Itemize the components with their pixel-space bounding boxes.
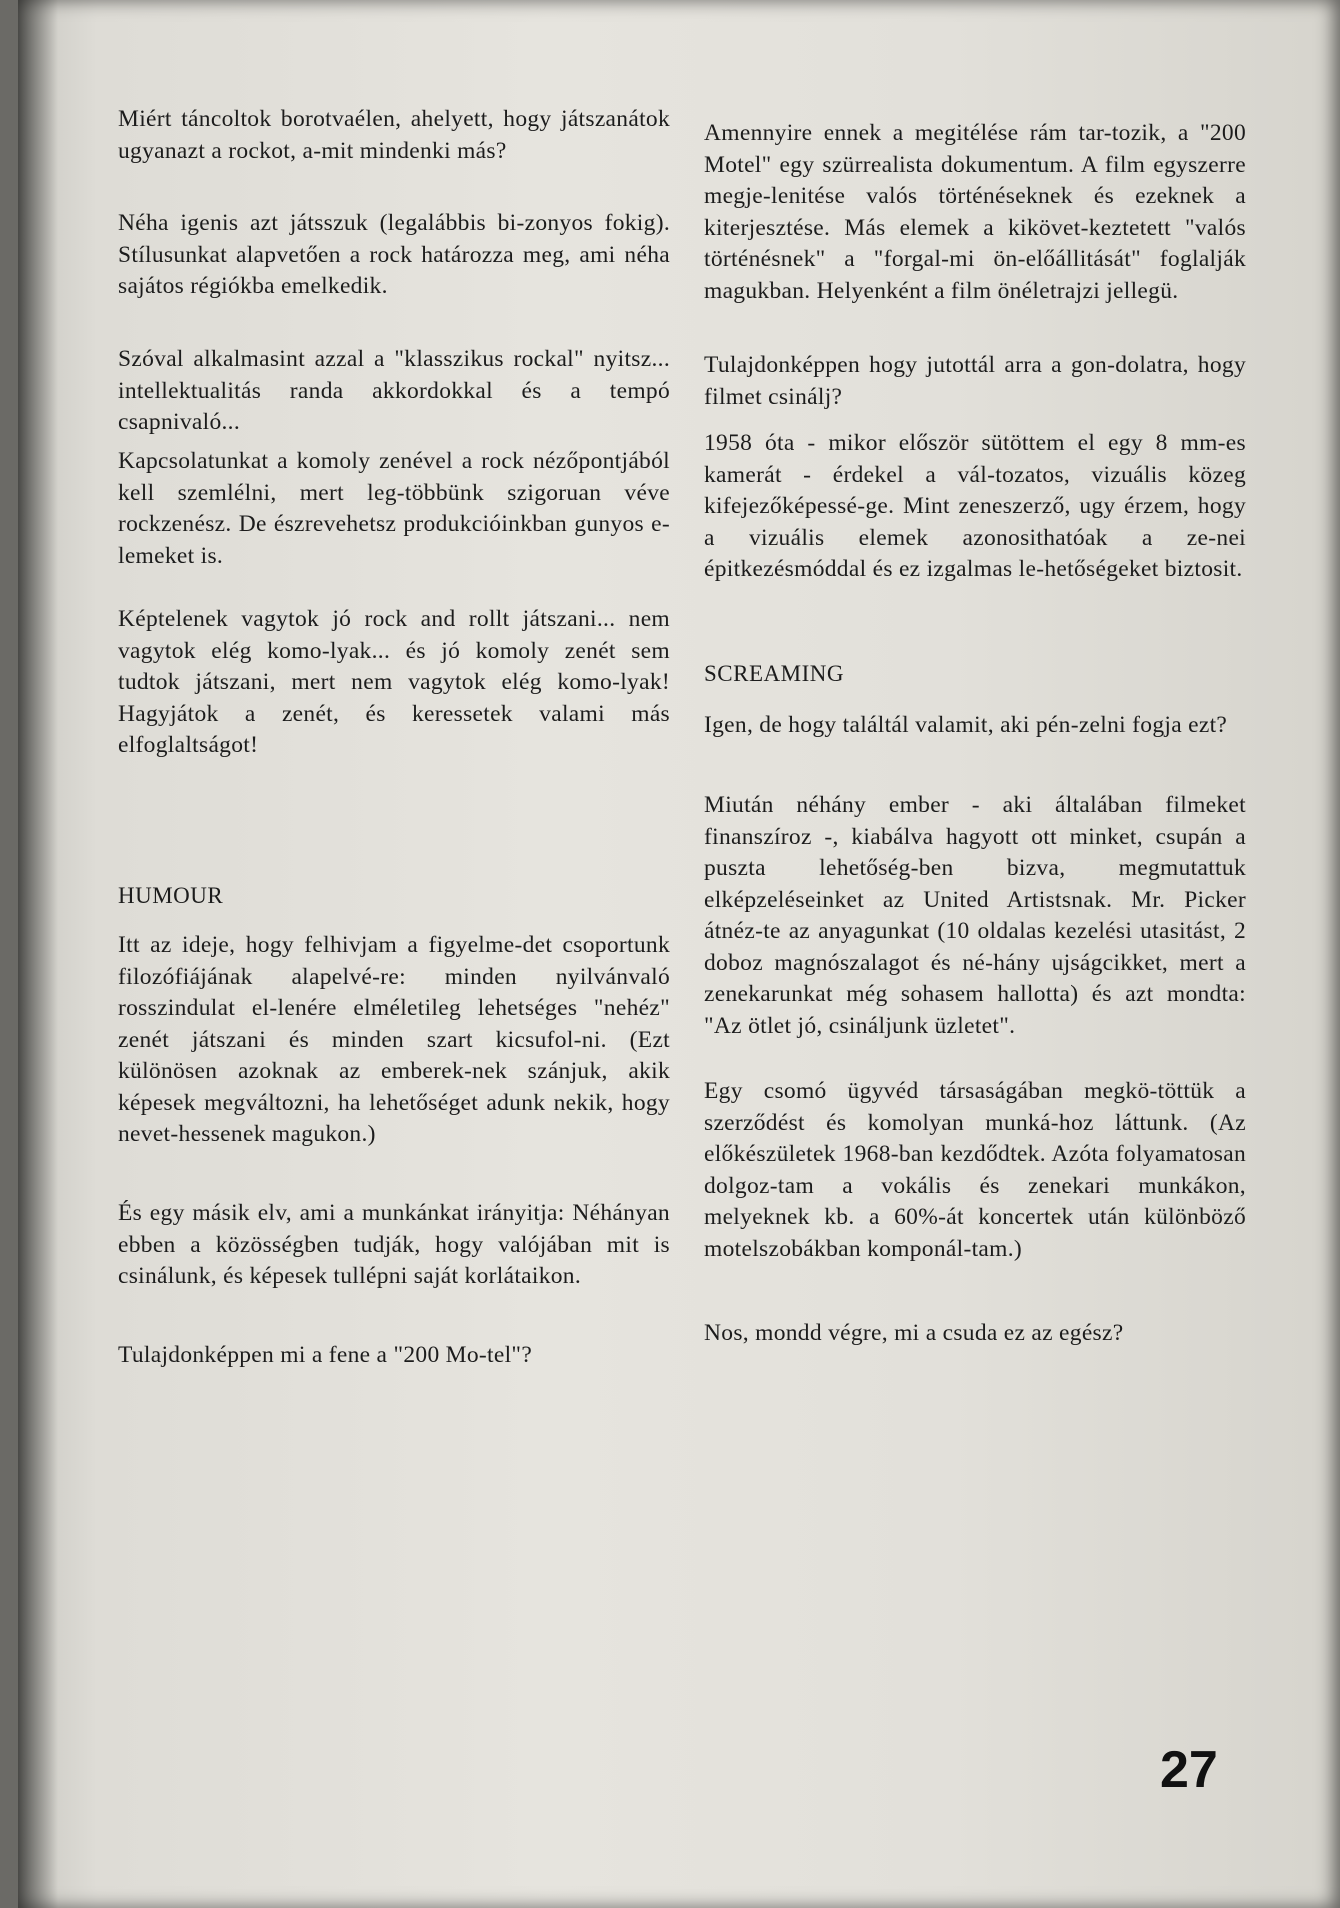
paragraph-right-6: Egy csomó ügyvéd társaságában megkö-töttük a szerződést és komolyan munká-hoz láttunk. (Az előkészületek 1968-ban kezdődtek. Azóta folyamatosan dolgoz-tam a vokális és zenekari munkákon, melyeknek kb. a 60%-át koncertek után különböző motelszobákban komponál-tam.): [704, 1078, 1246, 1262]
book-page: [18, 0, 1340, 1908]
book-spine-shadow: [18, 0, 58, 1908]
paragraph-left-5: Képtelenek vagytok jó rock and rollt játszani... nem vagytok elég komo-lyak... és jó komoly zenét sem tudtok játszani, mert nem vagytok elég komo-lyak! Hagyjátok a zenét, és keressetek valami más elfoglaltságot!: [118, 606, 670, 758]
paragraph-right-3: 1958 óta - mikor először sütöttem el egy 8 mm-es kamerát - érdekel a vál-tozatos, vizuális közeg kifejezőképessé-ge. Mint zeneszerző, ugy érzem, hogy a vizuális elemek azonosithatóak a ze-nei épitkezésmóddal és ez izgalmas le-hetőségeket biztosit.: [704, 430, 1246, 582]
paragraph-right-2: Tulajdonképpen hogy jutottál arra a gon-dolatra, hogy filmet csinálj?: [704, 352, 1246, 410]
section-heading-screaming: SCREAMING: [704, 661, 844, 686]
paragraph-left-8: Tulajdonképpen mi a fene a "200 Mo-tel"?: [118, 1342, 533, 1368]
paragraph-left-7: És egy másik elv, ami a munkánkat irányitja: Néhányan ebben a közösségben tudják, hogy valójában mit is csinálunk, és képesek tullépni saját korlátaikon.: [118, 1200, 670, 1289]
paragraph-left-4: Kapcsolatunkat a komoly zenével a rock nézőpontjából kell szemlélni, mert leg-többünk szigoruan véve rockzenész. De észrevehetsz produkcióinkban gunyos e-lemeket is.: [118, 448, 670, 569]
paragraph-left-6: Itt az ideje, hogy felhivjam a figyelme-det csoportunk filozófiájának alapelvé-re: minden nyilvánvaló rosszindulat el-lenére elméletileg lehetséges "nehéz" zenét játszani és minden szart kicsufol-ni. (Ezt különösen azoknak az emberek-nek szánjuk, akik képesek megváltozni, ha lehetőséget adunk nekik, hogy nevet-hessenek magukon.): [118, 932, 670, 1147]
paragraph-left-1: Miért táncoltok borotvaélen, ahelyett, hogy játszanátok ugyanazt a rockot, a-mit mindenki más?: [118, 106, 670, 164]
page-number: 27: [1160, 1741, 1218, 1799]
paragraph-left-2: Néha igenis azt játsszuk (legalábbis bi-zonyos fokig). Stílusunkat alapvetően a rock határozza meg, ami néha sajátos régiókba emelkedik.: [118, 210, 670, 299]
section-heading-humour: HUMOUR: [118, 883, 224, 908]
paragraph-right-1: Amennyire ennek a megitélése rám tar-tozik, a "200 Motel" egy szürrealista dokumentum. A film egyszerre megje-lenitése valós történéseknek és ezeknek a kiterjesztése. Más elemek a kikövet-keztetett "valós történésnek" a "forgal-mi ön-előállitását" foglalják magukban. Helyenként a film önéletrajzi jellegü.: [704, 120, 1246, 304]
paragraph-left-3: Szóval alkalmasint azzal a "klasszikus rockal" nyitsz... intellektualitás randa akkordokkal és a tempó csapnivaló...: [118, 346, 670, 435]
paragraph-right-7: Nos, mondd végre, mi a csuda ez az egész?: [704, 1320, 1124, 1346]
paragraph-right-5: Miután néhány ember - aki általában filmeket finanszíroz -, kiabálva hagyott ott minket, csupán a puszta lehetőség-ben bizva, megmutattuk elképzeléseinket az United Artistsnak. Mr. Picker átnéz-te az anyagunkat (10 oldalas kezelési utasitást, 2 doboz magnószalagot és né-hány ujságcikket, mert a zenekarunkat még sohasem hallotta) és azt mondta: "Az ötlet jó, csináljunk üzletet".: [704, 792, 1246, 1039]
paragraph-right-4: Igen, de hogy találtál valamit, aki pén-zelni fogja ezt?: [704, 712, 1228, 738]
